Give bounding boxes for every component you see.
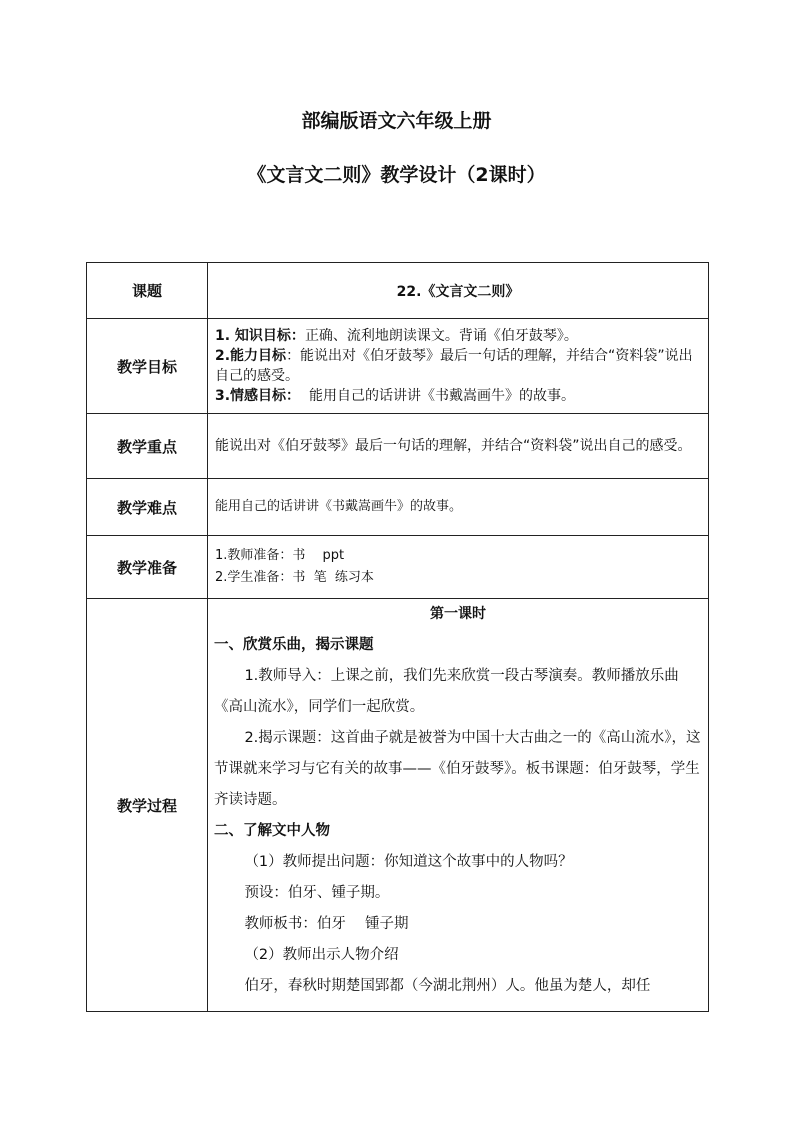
prep-label: 教学准备 bbox=[87, 536, 208, 599]
goal-ability-label: 2.能力目标 bbox=[215, 348, 287, 364]
key-cell bbox=[208, 414, 709, 479]
key-label: 教学重点 bbox=[87, 414, 208, 479]
difficulty-cell bbox=[208, 479, 709, 536]
lesson-plan-table bbox=[86, 262, 709, 1012]
row-goals bbox=[87, 319, 709, 414]
para-teacher-intro: 1.教师导入：上课之前，我们先来欣赏一段古琴演奏。教师播放乐曲《高山流水》，同学们一起欣赏。 bbox=[214, 668, 679, 715]
process-cell bbox=[208, 599, 709, 1012]
goal-ability-text: ：能说出对《伯牙鼓琴》最后一句话的理解，并结合“资料袋”说出自己的感受。 bbox=[215, 348, 693, 384]
topic-value: 22.《文言文二则》 bbox=[208, 263, 709, 319]
bio-paragraph: 伯牙，春秋时期楚国郢都（今湖北荆州）人。他虽为楚人，却任 bbox=[244, 978, 651, 994]
prep-teacher: 1.教师准备：书 ppt bbox=[215, 548, 345, 563]
prep-student: 2.学生准备：书 笔 练习本 bbox=[215, 570, 374, 585]
para-reveal-topic: 2.揭示课题：这首曲子就是被誉为中国十大古曲之一的《高山流水》，这节课就来学习与它有关的故事——《伯牙鼓琴》。板书课题：伯牙鼓琴，学生齐读诗题。 bbox=[214, 730, 701, 808]
goals-label: 教学目标 bbox=[87, 319, 208, 414]
difficulty-text: 能用自己的话讲讲《书戴嵩画牛》的故事。 bbox=[215, 499, 463, 514]
section-2-heading: 二、了解文中人物 bbox=[214, 823, 330, 839]
goals-cell bbox=[208, 319, 709, 414]
process-content bbox=[208, 599, 708, 1011]
section-1-heading: 一、欣赏乐曲，揭示课题 bbox=[214, 637, 374, 653]
row-difficulty bbox=[87, 479, 709, 536]
preset-answer: 预设：伯牙、锺子期。 bbox=[244, 885, 390, 901]
goal-emotion-text: 能用自己的话讲讲《书戴嵩画牛》的故事。 bbox=[308, 388, 575, 404]
question-2: （2）教师出示人物介绍 bbox=[244, 947, 399, 963]
lesson-heading: 第一课时 bbox=[430, 606, 486, 622]
goal-emotion bbox=[208, 386, 708, 406]
goal-knowledge-text: 正确、流利地朗读课文。背诵《伯牙鼓琴》。 bbox=[304, 328, 578, 344]
row-process bbox=[87, 599, 709, 1012]
board-writing: 教师板书：伯牙 锺子期 bbox=[244, 916, 409, 932]
row-key-points bbox=[87, 414, 709, 479]
row-topic bbox=[87, 263, 709, 319]
topic-label: 课题 bbox=[87, 263, 208, 319]
document-title: 部编版语文六年级上册 bbox=[301, 110, 492, 132]
goal-knowledge-label: 1. 知识目标： bbox=[215, 328, 305, 344]
goal-ability bbox=[208, 346, 708, 386]
question-1: （1）教师提出问题：你知道这个故事中的人物吗？ bbox=[244, 854, 573, 870]
document-subtitle: 《文言文二则》教学设计（2课时） bbox=[247, 164, 546, 186]
key-text: 能说出对《伯牙鼓琴》最后一句话的理解，并结合“资料袋”说出自己的感受。 bbox=[215, 438, 692, 454]
process-label: 教学过程 bbox=[87, 599, 208, 1012]
difficulty-label: 教学难点 bbox=[87, 479, 208, 536]
row-preparation bbox=[87, 536, 709, 599]
prep-cell bbox=[208, 536, 709, 599]
goal-knowledge bbox=[208, 326, 708, 346]
goal-emotion-label: 3.情感目标： bbox=[215, 388, 301, 404]
